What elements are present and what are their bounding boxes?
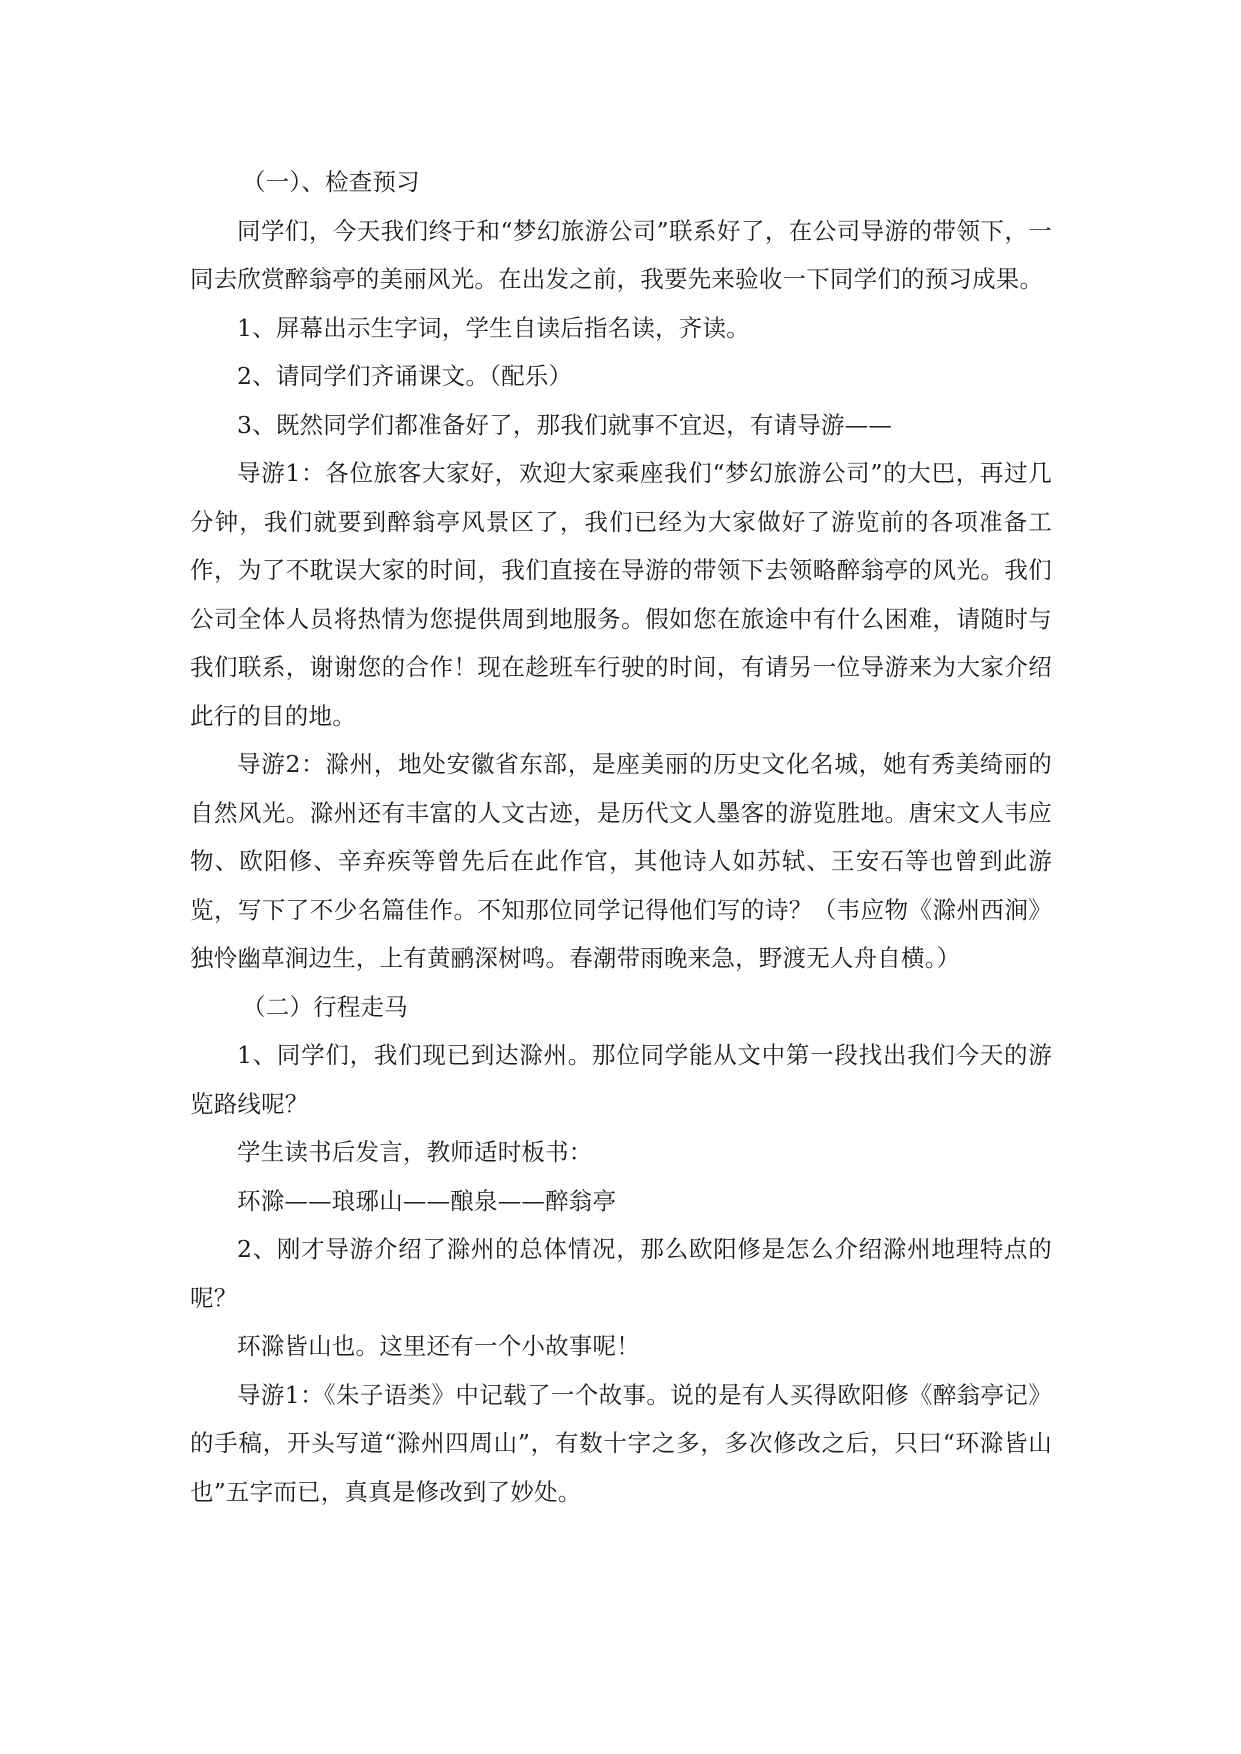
paragraph: 环滁皆山也。这里还有一个小故事呢！ <box>237 1332 640 1360</box>
list-item: 3、既然同学们都准备好了，那我们就事不宜迟，有请导游—— <box>237 410 893 439</box>
list-item: 1、屏幕出示生字词，学生自读后指名读，齐读。 <box>237 313 750 342</box>
list-item: 2、刚才导游介绍了滁州的总体情况，那么欧阳修是怎么介绍滁州地理特点的呢？ <box>190 1235 1052 1312</box>
paragraph: 导游1：《朱子语类》中记载了一个故事。说的是有人买得欧阳修《醉翁亭记》的手稿，开头写道“滁州四周山”，有数十字之多，多次修改之后，只曰“环滁皆山也”五字而已，真真是修改到了妙处。 <box>190 1380 1052 1506</box>
paragraph: 导游1：各位旅客大家好，欢迎大家乘座我们“梦幻旅游公司”的大巴，再过几分钟，我们就要到醉翁亭风景区了，我们已经为大家做好了游览前的各项准备工作，为了不耽误大家的时间，我们直接在导游的带领下去领略醉翁亭的风光。我们公司全体人员将热情为您提供周到地服务。假如您在旅途中有什么困难，请随时与我们联系，谢谢您的合作！现在趁班车行驶的时间，有请另一位导游来为大家介绍此行的目的地。 <box>190 459 1052 730</box>
paragraph: 学生读书后发言，教师适时板书： <box>237 1138 593 1166</box>
paragraph: 同学们，今天我们终于和“梦幻旅游公司”联系好了，在公司导游的带领下，一同去欣赏醉翁亭的美丽风光。在出发之前，我要先来验收一下同学们的预习成果。 <box>190 216 1052 293</box>
list-item: 2、请同学们齐诵课文。（配乐） <box>237 362 573 390</box>
list-item: 1、同学们，我们现已到达滁州。那位同学能从文中第一段找出我们今天的游览路线呢？ <box>190 1041 1052 1118</box>
paragraph: 导游2：滁州，地处安徽省东部，是座美丽的历史文化名城，她有秀美绮丽的自然风光。滁州还有丰富的人文古迹，是历代文人墨客的游览胜地。唐宋文人韦应物、欧阳修、辛弃疾等曾先后在此作官，其他诗人如苏轼、王安石等也曾到此游览，写下了不少名篇佳作。不知那位同学记得他们写的诗？（韦应物《滁州西涧》独怜幽草涧边生，上有黄鹂深树鸣。春潮带雨晚来急，野渡无人舟自横。） <box>190 750 1052 972</box>
document-page <box>190 158 1052 1516</box>
route-line: 环滁——琅琊山——酿泉——醉翁亭 <box>237 1186 617 1215</box>
section-heading: （一）、检查预习 <box>242 168 420 196</box>
section-heading: （二）行程走马 <box>242 992 408 1021</box>
